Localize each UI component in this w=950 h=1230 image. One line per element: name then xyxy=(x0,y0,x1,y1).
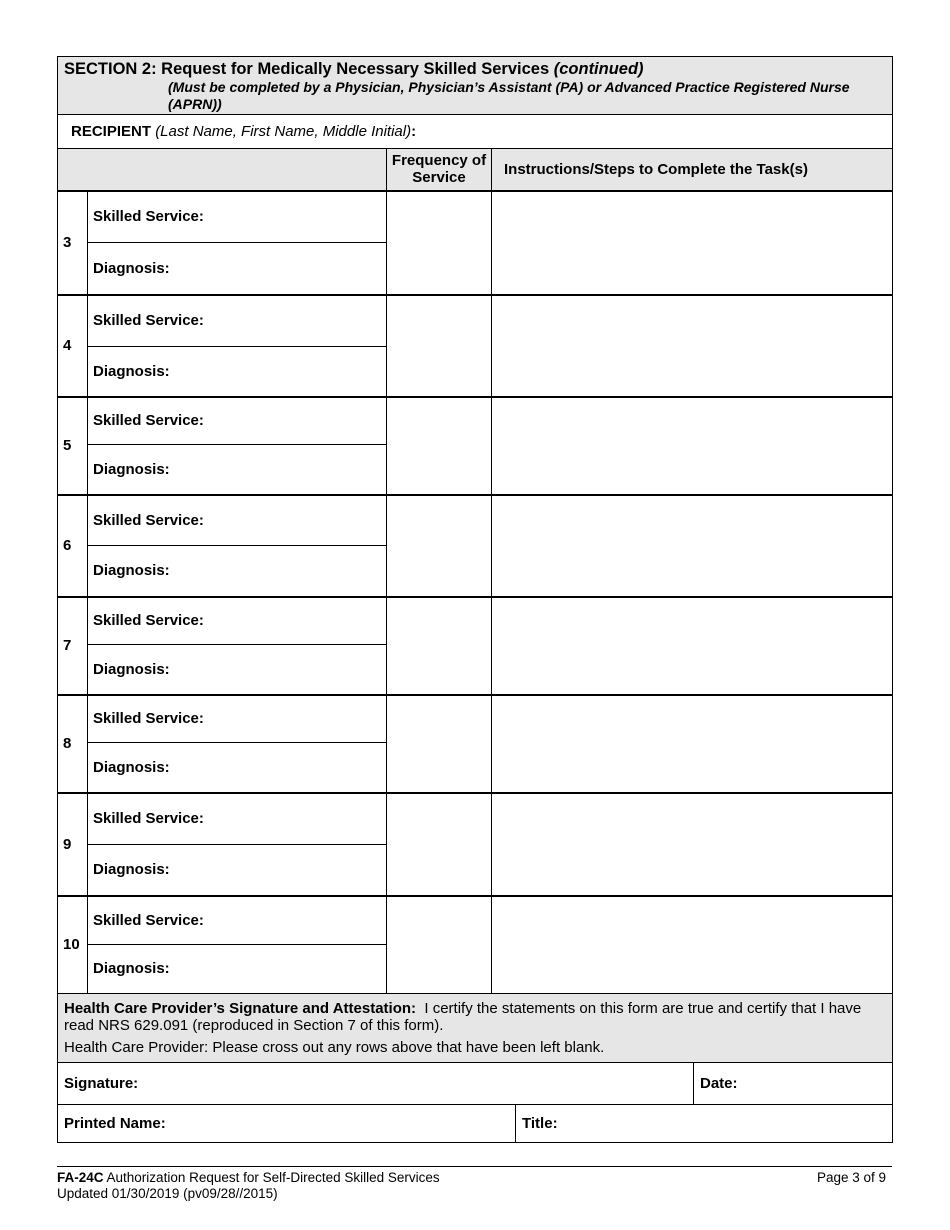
diagnosis-field[interactable]: Diagnosis: xyxy=(88,742,387,793)
service-row xyxy=(58,896,893,945)
instructions-field[interactable] xyxy=(492,793,893,896)
frequency-field[interactable] xyxy=(387,191,492,295)
title-field[interactable]: Title: xyxy=(516,1104,893,1142)
signature-field[interactable]: Signature: xyxy=(58,1063,694,1105)
recipient-hint: (Last Name, First Name, Middle Initial) xyxy=(155,123,412,140)
skilled-service-field[interactable]: Skilled Service: xyxy=(88,695,387,743)
diagnosis-field[interactable]: Diagnosis: xyxy=(88,844,387,896)
instructions-field[interactable] xyxy=(492,397,893,495)
form-title: Authorization Request for Self-Directed Skilled Services xyxy=(106,1170,440,1185)
form-updated: Updated 01/30/2019 (pv09/28//2015) xyxy=(57,1186,278,1201)
diagnosis-field[interactable]: Diagnosis: xyxy=(88,346,387,397)
section-title: SECTION 2: Request for Medically Necessary Skilled Services (continued) xyxy=(64,60,644,78)
skilled-services-form xyxy=(57,56,892,1143)
row-number: 8 xyxy=(58,695,88,793)
frequency-field[interactable] xyxy=(387,495,492,597)
column-header-row xyxy=(58,149,893,191)
diagnosis-field[interactable]: Diagnosis: xyxy=(88,545,387,597)
skilled-service-field[interactable]: Skilled Service: xyxy=(88,896,387,945)
service-row xyxy=(58,495,893,546)
recipient-label: RECIPIENT xyxy=(71,123,152,140)
printed-name-field[interactable]: Printed Name: xyxy=(58,1104,516,1142)
diagnosis-field[interactable]: Diagnosis: xyxy=(88,444,387,495)
row-number: 9 xyxy=(58,793,88,896)
skilled-service-field[interactable]: Skilled Service: xyxy=(88,191,387,243)
service-row xyxy=(58,295,893,347)
section-header xyxy=(58,57,893,115)
row-number: 3 xyxy=(58,191,88,295)
row-number: 6 xyxy=(58,495,88,597)
skilled-service-field[interactable]: Skilled Service: xyxy=(88,793,387,845)
instructions-field[interactable] xyxy=(492,695,893,793)
frequency-field[interactable] xyxy=(387,295,492,397)
attestation-text: Health Care Provider’s Signature and Attestation: I certify the statements on this form are true and certify that I have read NRS 629.091 (reproduced in Section 7 of this form). xyxy=(64,999,862,1034)
service-row xyxy=(58,597,893,645)
attestation-note: Health Care Provider: Please cross out any rows above that have been left blank. xyxy=(64,1038,605,1056)
instructions-field[interactable] xyxy=(492,896,893,994)
instructions-column-header: Instructions/Steps to Complete the Task(s) xyxy=(492,149,893,191)
diagnosis-field[interactable]: Diagnosis: xyxy=(88,644,387,695)
service-row xyxy=(58,695,893,743)
row-number: 4 xyxy=(58,295,88,397)
section-subtitle: (Must be completed by a Physician, Physician’s Assistant (PA) or Advanced Practice Registered Nurse (APRN)) xyxy=(168,79,850,112)
skilled-service-field[interactable]: Skilled Service: xyxy=(88,397,387,445)
diagnosis-field[interactable]: Diagnosis: xyxy=(88,242,387,295)
frequency-field[interactable] xyxy=(387,793,492,896)
frequency-field[interactable] xyxy=(387,597,492,695)
date-field[interactable]: Date: xyxy=(694,1063,893,1105)
instructions-field[interactable] xyxy=(492,295,893,397)
recipient-field[interactable]: RECIPIENT (Last Name, First Name, Middle Initial): xyxy=(58,115,893,149)
service-row xyxy=(58,793,893,845)
row-number: 5 xyxy=(58,397,88,495)
skilled-service-field[interactable]: Skilled Service: xyxy=(88,495,387,546)
page-footer xyxy=(57,1166,892,1202)
attestation-heading: Health Care Provider’s Signature and Attestation: xyxy=(64,999,417,1017)
skilled-service-field[interactable]: Skilled Service: xyxy=(88,597,387,645)
page-number: Page 3 of 9 xyxy=(816,1170,886,1185)
instructions-field[interactable] xyxy=(492,495,893,597)
service-row xyxy=(58,191,893,243)
signature-table xyxy=(57,1063,893,1143)
frequency-column-header: Frequency of Service xyxy=(387,149,492,191)
instructions-field[interactable] xyxy=(492,597,893,695)
attestation-block xyxy=(58,993,893,1062)
frequency-field[interactable] xyxy=(387,896,492,994)
skilled-service-field[interactable]: Skilled Service: xyxy=(88,295,387,347)
services-table xyxy=(57,56,893,1063)
row-number: 7 xyxy=(58,597,88,695)
diagnosis-field[interactable]: Diagnosis: xyxy=(88,944,387,993)
form-id: FA-24C xyxy=(57,1170,104,1185)
service-row xyxy=(58,397,893,445)
instructions-field[interactable] xyxy=(492,191,893,295)
frequency-field[interactable] xyxy=(387,695,492,793)
row-number: 10 xyxy=(58,896,88,994)
frequency-field[interactable] xyxy=(387,397,492,495)
